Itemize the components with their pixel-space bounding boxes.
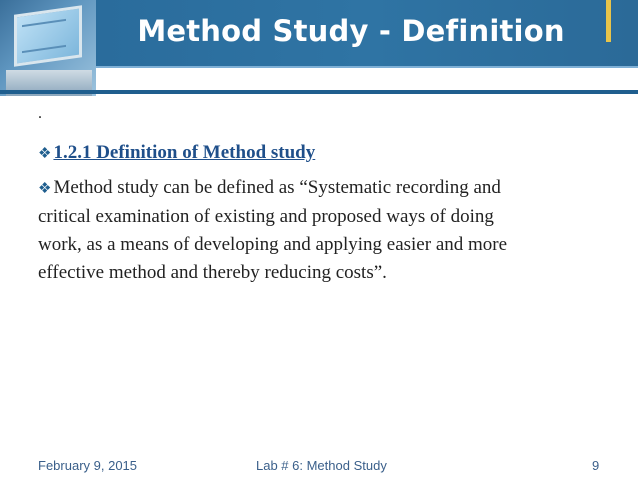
definition-bullet <box>38 174 598 203</box>
slide-title: Method Study - Definition <box>137 14 565 48</box>
definition-line-2: critical examination of existing and proposed ways of doing <box>38 206 494 227</box>
footer-title: Lab # 6: Method Study <box>256 458 387 473</box>
definition-line-4-row <box>38 259 598 287</box>
slide-body <box>38 105 598 287</box>
diamond-bullet-icon: ❖ <box>38 146 52 162</box>
title-accent-line <box>96 66 638 68</box>
footer-date: February 9, 2015 <box>38 458 138 473</box>
bullet-heading: 1.2.1 Definition of Method study <box>53 142 316 163</box>
definition-line-3-row <box>38 231 598 259</box>
stray-dot: . <box>38 105 42 122</box>
definition-line-4: effective method and thereby reducing costs”. <box>38 262 387 283</box>
definition-line-1: Method study can be defined as “Systematic recording and <box>53 177 501 198</box>
heading-bullet <box>38 139 598 168</box>
diamond-bullet-icon: ❖ <box>38 181 52 197</box>
header-rule <box>0 90 638 94</box>
definition-line-3: work, as a means of developing and applying easier and more <box>38 234 508 255</box>
computer-photo-thumbnail <box>0 0 96 96</box>
title-accent-bar <box>606 0 611 42</box>
definition-line-2-row <box>38 203 598 231</box>
page-number: 9 <box>592 458 600 473</box>
